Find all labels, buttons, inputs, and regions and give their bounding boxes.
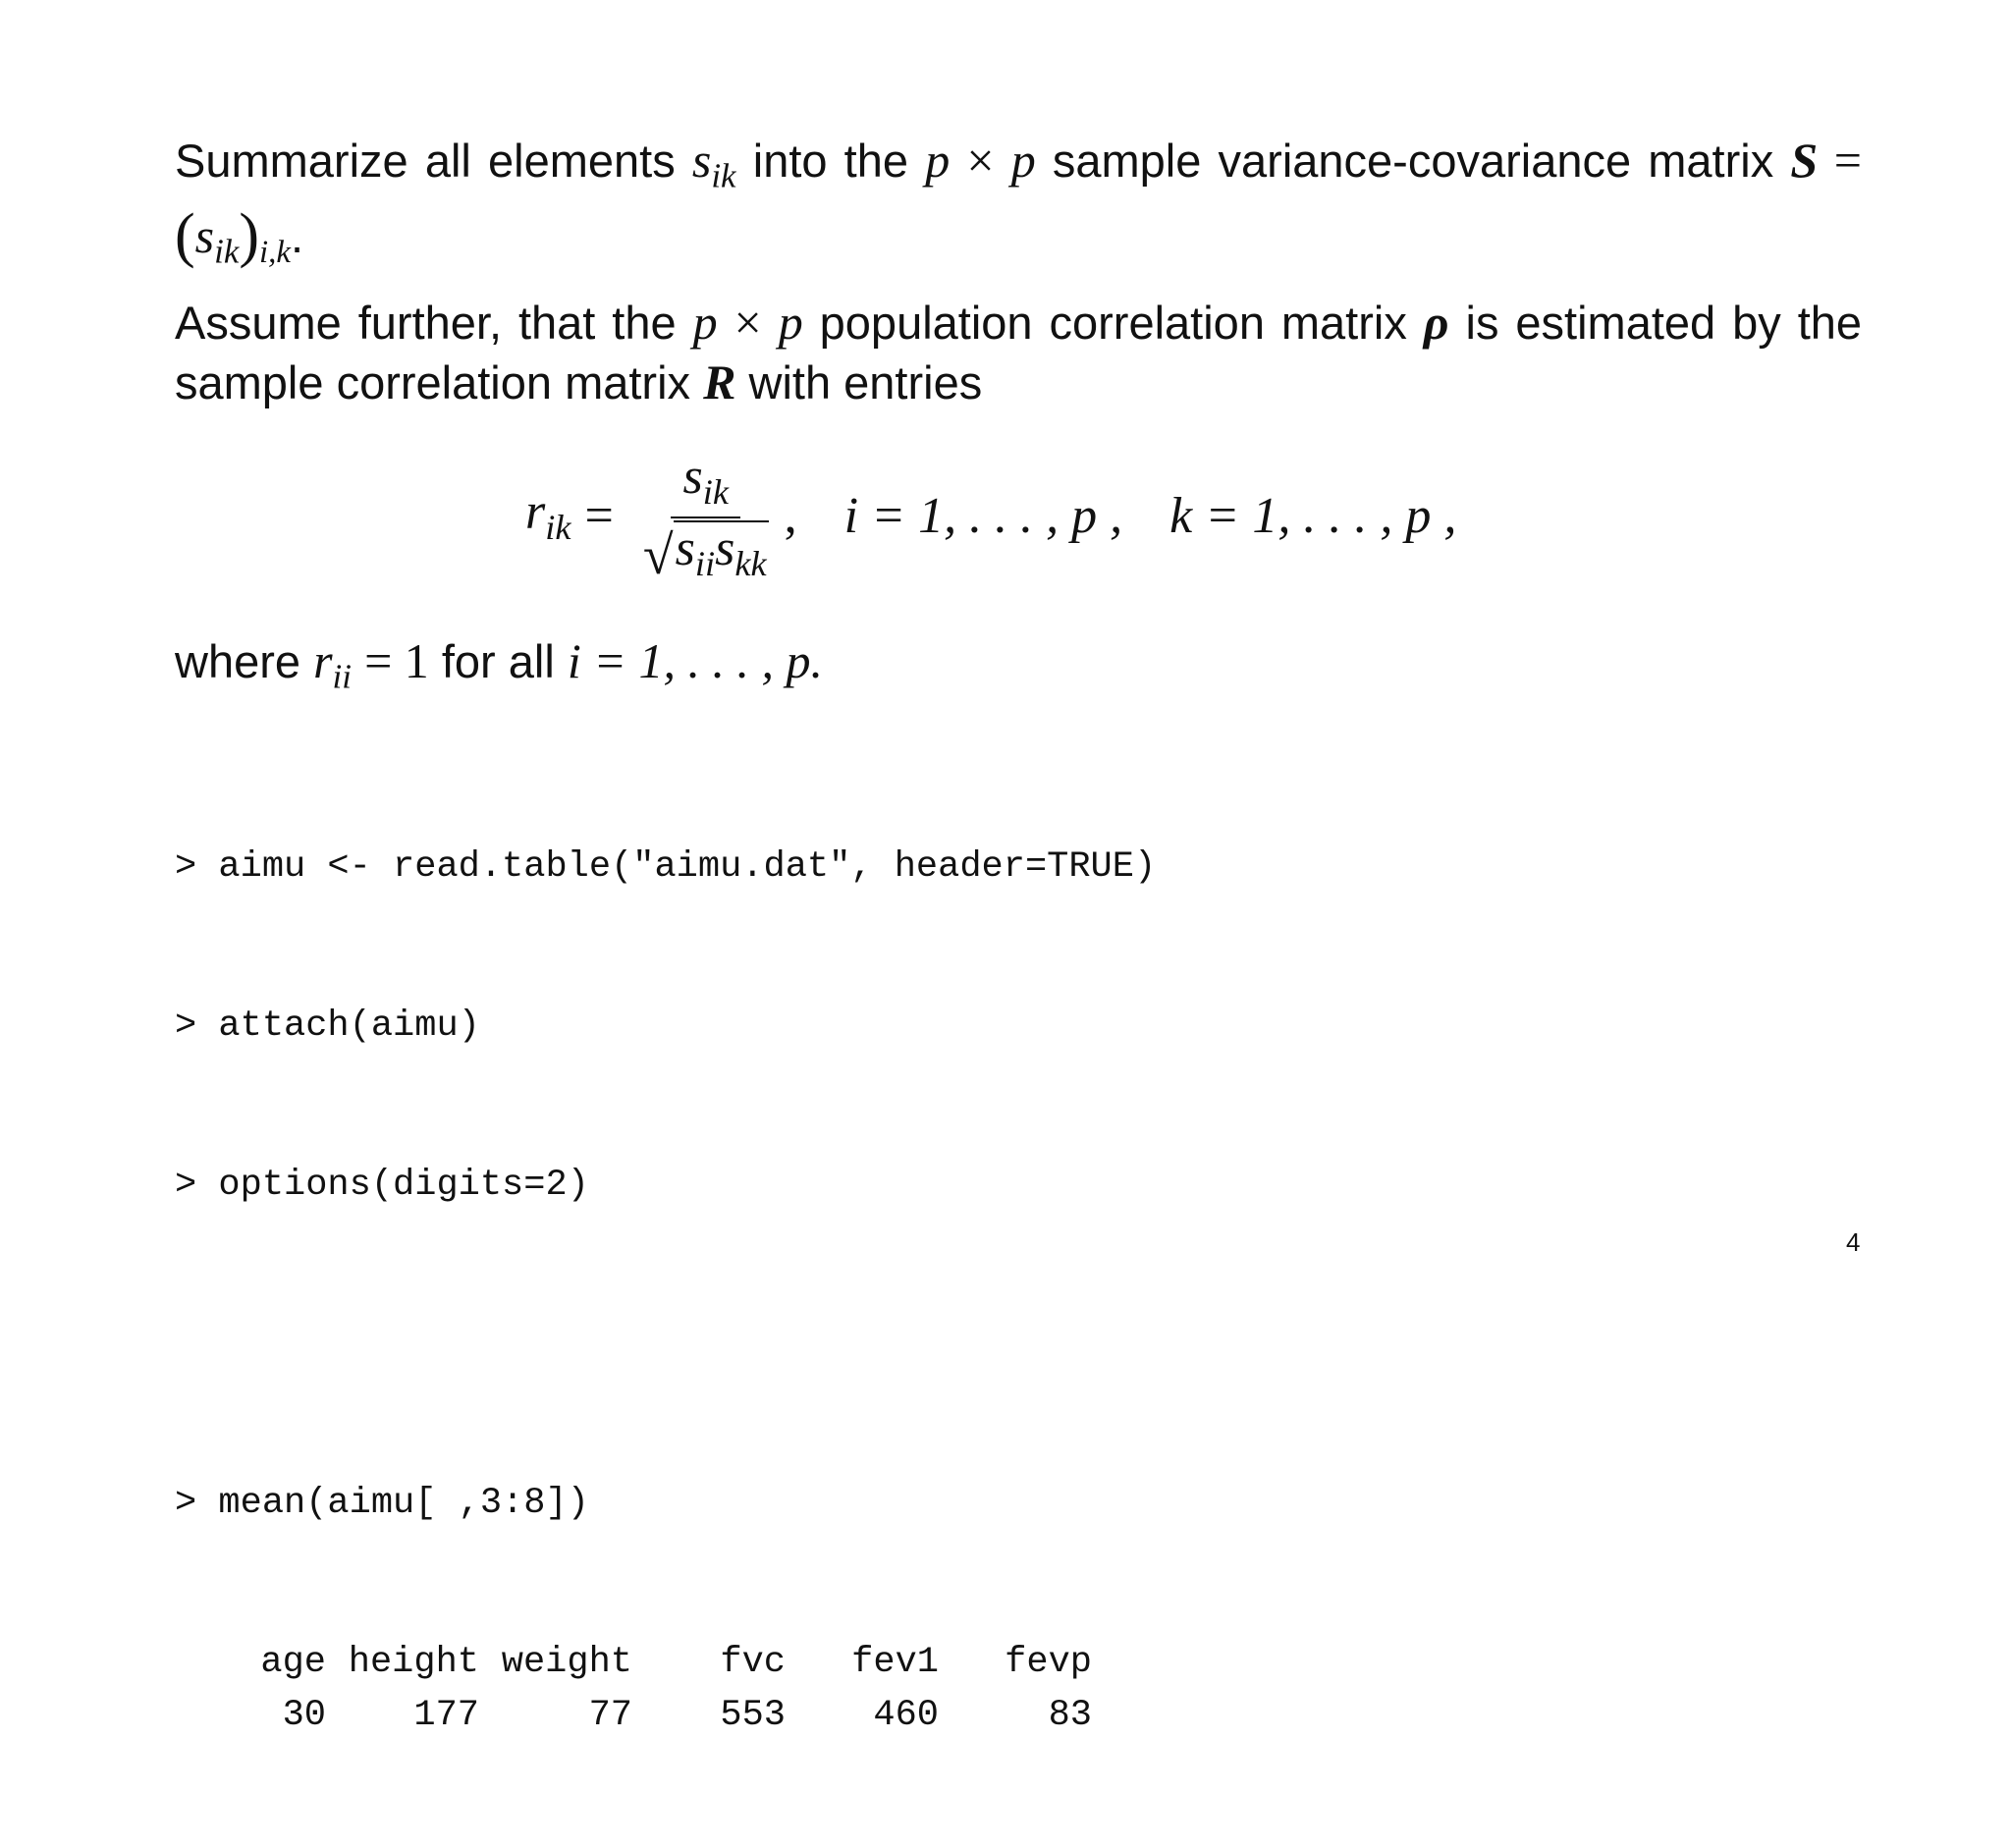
math-equals-one: = 1 [364,633,429,688]
eq-fraction [642,448,769,586]
math-p: p [778,295,803,350]
math-equals: = [1833,133,1862,188]
output-header: age [260,1642,326,1683]
output-value: 553 [720,1695,786,1736]
text: where [175,635,301,687]
output-header: fvc [720,1642,786,1683]
math-times: × [734,295,762,350]
math-R-bold: R [703,354,736,409]
code-line-mean: > mean(aimu[ ,3:8]) [175,1483,589,1524]
eq-sqrt-body: $s_{ii}s_{kk}$ [675,520,767,584]
code-line: > aimu <- read.table("aimu.dat", header=TRUE) [175,846,1157,888]
eq-equals: = [584,487,614,544]
math-r-ii: $r_{ii}$ [313,633,352,696]
math-p: p [925,133,951,188]
code-line: > options(digits=2) [175,1165,589,1206]
text: for all [441,635,555,687]
output-header: fevp [1005,1642,1092,1683]
math-rho-bold: ρ [1423,295,1449,350]
math-S-bold: S [1790,133,1819,188]
output-column [786,1636,939,1742]
eq-denominator [642,518,769,586]
text: is estimated by the sample correlation matrix [175,297,1863,408]
output-column [326,1636,479,1742]
code-line: > attach(aimu) [175,1006,480,1047]
output-value: 77 [588,1695,632,1736]
math-p: p [692,295,718,350]
output-header: height [348,1642,479,1683]
math-times: × [966,133,995,188]
text: Summarize all elements [175,135,676,187]
text: Assume further, that the [175,297,677,349]
text: sample variance-covariance matrix [1052,135,1774,187]
output-header: weight [501,1642,632,1683]
sqrt-icon: √ [642,524,674,586]
eq-numerator: $s_{ik}$ [671,448,740,518]
math-left-paren: ( [175,201,195,269]
math-i-range: i = 1, . . . , p. [567,633,823,688]
paragraph-correlation-matrix [175,293,1862,412]
r-code-block [175,734,1156,1848]
eq-comma: , [784,487,797,544]
math-right-paren: ) [239,201,260,269]
math-s: $s_{ik}$ [691,133,736,195]
output-value: 30 [282,1695,326,1736]
output-header: fev1 [851,1642,939,1683]
eq-r: $r_{ik}$ [525,484,571,547]
paragraph-covariance-matrix [175,131,1862,281]
math-subscript-ik: i,k [259,234,292,270]
mean-output-table [240,1636,1156,1742]
period: . [291,209,304,262]
correlation-equation [525,447,1456,584]
math-p: p [1010,133,1036,188]
math-s: $s_{ik}$ [194,207,240,270]
output-value: 83 [1048,1695,1092,1736]
output-column [479,1636,632,1742]
eq-k-range: k = 1, . . . , p , [1169,487,1457,544]
output-column [240,1636,326,1742]
output-value: 460 [873,1695,939,1736]
text: into the [752,135,909,187]
paragraph-diagonal [175,631,1862,707]
eq-i-range: i = 1, . . . , p , [843,487,1123,544]
page-number: 4 [1846,1227,1861,1257]
text: population correlation matrix [819,297,1407,349]
text: with entries [748,356,983,408]
output-column [939,1636,1092,1742]
output-value: 177 [413,1695,479,1736]
output-column [632,1636,786,1742]
